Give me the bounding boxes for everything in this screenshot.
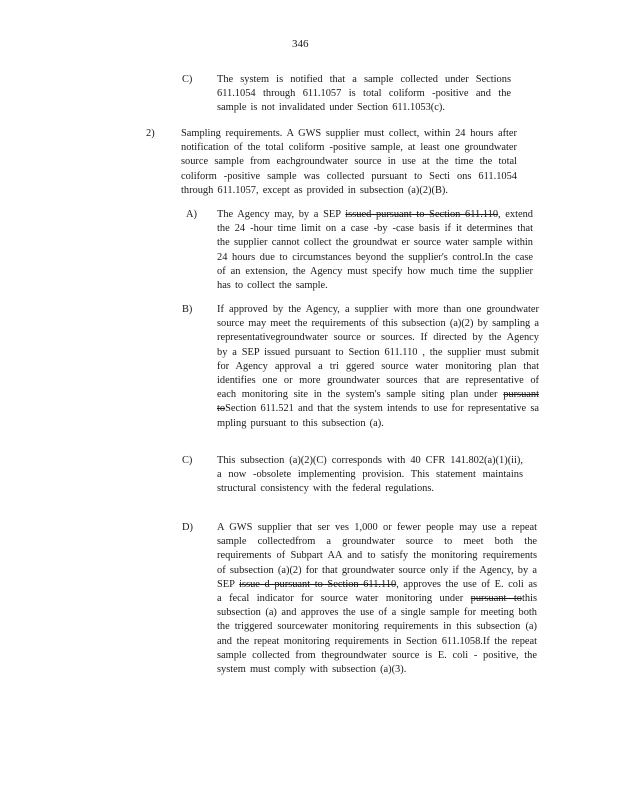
paragraph-text: If approved by the Agency, a supplier with more than one groundwater source may meet the requirements of this subsection (a)(2) by sampling a representativegroundwater source or sources. If directed by the Agency by a SEP issued pursuant to Section 611.110 , the supplier must submit for Agency approval a tri ggered source water monitoring plan that identifies one or more groundwater sources that are representative of each monitoring site in the system's sample siting plan under <box>217 304 539 401</box>
item-label: B) <box>182 304 193 315</box>
page-number: 346 <box>292 38 309 50</box>
paragraph-text: Sampling requirements. A GWS supplier must collect, within 24 hours after notification of the total coliform -positive sample, at least one groundwater source sample from eachgroundwater source in use at the time the total coliform -positive sample was collected pursuant to Secti ons 611.1054 through 611.1057, except as provided in subsection (a)(2)(B). <box>181 128 517 196</box>
paragraph-text: , approves the use of E. coli as a fecal indicator for source water monitoring under <box>217 578 537 605</box>
item-body <box>217 303 539 431</box>
item-label: A) <box>186 209 197 220</box>
item-body <box>217 73 511 116</box>
paragraph-text: A GWS supplier that ser ves 1,000 or fewer people may use a repeat sample collectedfrom a groundwater source to meet both the requirements of Subpart AA and to satisfy the monitoring requirements of subsection (a)(2) for that groundwater source only if the Agency, by a SEP <box>217 522 537 590</box>
struck-text: pursuant to <box>470 593 522 605</box>
paragraph-text: , extend the 24 -hour time limit on a case -by -case basis if it determines that the supplier cannot collect the groundwat er source water sample within 24 hours due to circumstances beyond the supplier's control.In the case of an extension, the Agency must specify how much time the supplier has to collect the sample. <box>217 209 533 292</box>
item-body <box>217 208 533 293</box>
struck-text: issued pursuant to Section 611.110 <box>345 209 499 220</box>
paragraph-text: This subsection (a)(2)(C) corresponds with 40 CFR 141.802(a)(1)(ii), a now -obsolete implementing provision. This statement maintains structural consistency with the federal regulations. <box>217 455 523 495</box>
item-body <box>181 127 517 198</box>
paragraph-text: this subsection (a) and approves the use of a single sample for meeting both the triggered sourcewater monitoring requirements in this subsection (a) and the repeat monitoring requirements in Section 611.1058.If the repeat sample collected from thegroundwater source is E. coli - positive, the system must comply with subsection (a)(3). <box>217 593 537 676</box>
item-label: D) <box>182 522 193 533</box>
item-body <box>217 454 523 497</box>
item-body <box>217 521 537 677</box>
paragraph-text: The system is notified that a sample collected under Sections 611.1054 through 611.1057 is total coliform -positive and the sample is not invalidated under Section 611.1053(c). <box>217 74 511 114</box>
struck-text: pursuant to <box>217 389 539 415</box>
struck-text: issue d pursuant to Section 611.110 <box>239 578 397 590</box>
paragraph-text: The Agency may, by a SEP <box>217 209 346 220</box>
item-label: 2) <box>146 128 155 139</box>
item-label: C) <box>182 455 193 466</box>
item-label: C) <box>182 74 193 85</box>
paragraph-text: Section 611.521 and that the system intends to use for representative sa mpling pursuant to this subsection (a). <box>217 403 539 429</box>
